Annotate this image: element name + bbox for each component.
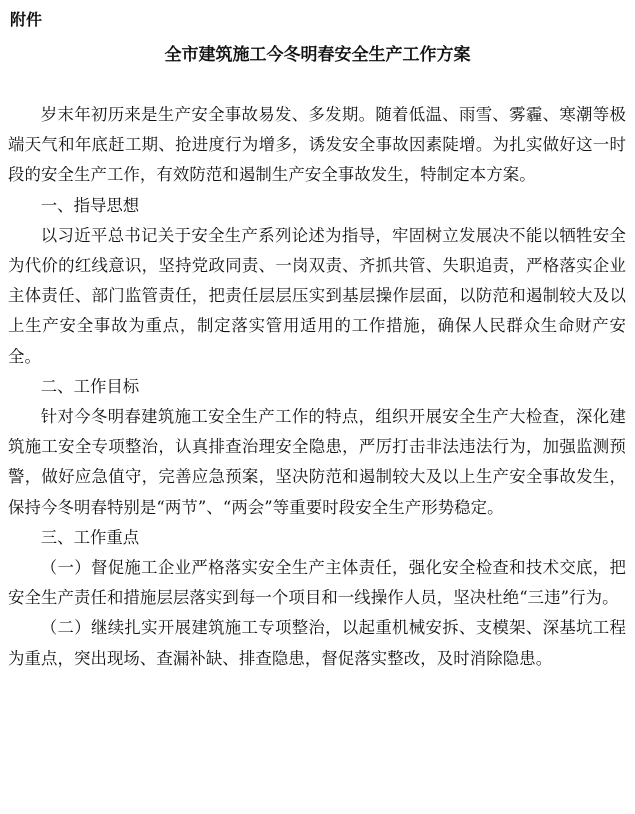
- section-heading-work-goals: 二、工作目标: [40, 376, 140, 396]
- section-heading-guiding-ideology: 一、指导思想: [40, 195, 140, 215]
- attachment-label: 附件: [10, 10, 43, 29]
- work-priority-item-2: （二）继续扎实开展建筑施工专项整治，以起重机械安拆、支模架、深基坑工程为重点，突出现场、查漏补缺、排查隐患，督促落实整改，及时消除隐患。: [8, 618, 626, 668]
- intro-paragraph: 岁末年初历来是生产安全事故易发、多发期。随着低温、雨雪、雾霾、寒潮等极端天气和年底赶工期、抢进度行为增多，诱发安全事故因素陡增。为扎实做好这一时段的安全生产工作，有效防范和遏制生产安全事故发生，特制定本方案。: [8, 105, 626, 185]
- guiding-ideology-paragraph: 以习近平总书记关于安全生产系列论述为指导，牢固树立发展决不能以牺牲安全为代价的红线意识，坚持党政同责、一岗双责、齐抓共管、失职追责，严格落实企业主体责任、部门监管责任，把责任层层压实到基层操作层面，以防范和遏制较大及以上生产安全事故为重点，制定落实管用适用的工作措施，确保人民群众生命财产安全。: [8, 225, 626, 366]
- document-title: 全市建筑施工今冬明春安全生产工作方案: [164, 45, 471, 65]
- work-priority-item-1: （一）督促施工企业严格落实安全生产主体责任，强化安全检查和技术交底，把安全生产责任和措施层层落实到每一个项目和一线操作人员，坚决杜绝“三违”行为。: [8, 558, 626, 608]
- section-heading-work-priorities: 三、工作重点: [40, 527, 140, 547]
- work-goals-paragraph: 针对今冬明春建筑施工安全生产工作的特点，组织开展安全生产大检查，深化建筑施工安全专项整治，认真排查治理安全隐患，严厉打击非法违法行为，加强监测预警，做好应急值守，完善应急预案，坚决防范和遏制较大及以上生产安全事故发生，保持今冬明春特别是“两节”、“两会”等重要时段安全生产形势稳定。: [8, 407, 626, 517]
- document-body: [8, 100, 626, 674]
